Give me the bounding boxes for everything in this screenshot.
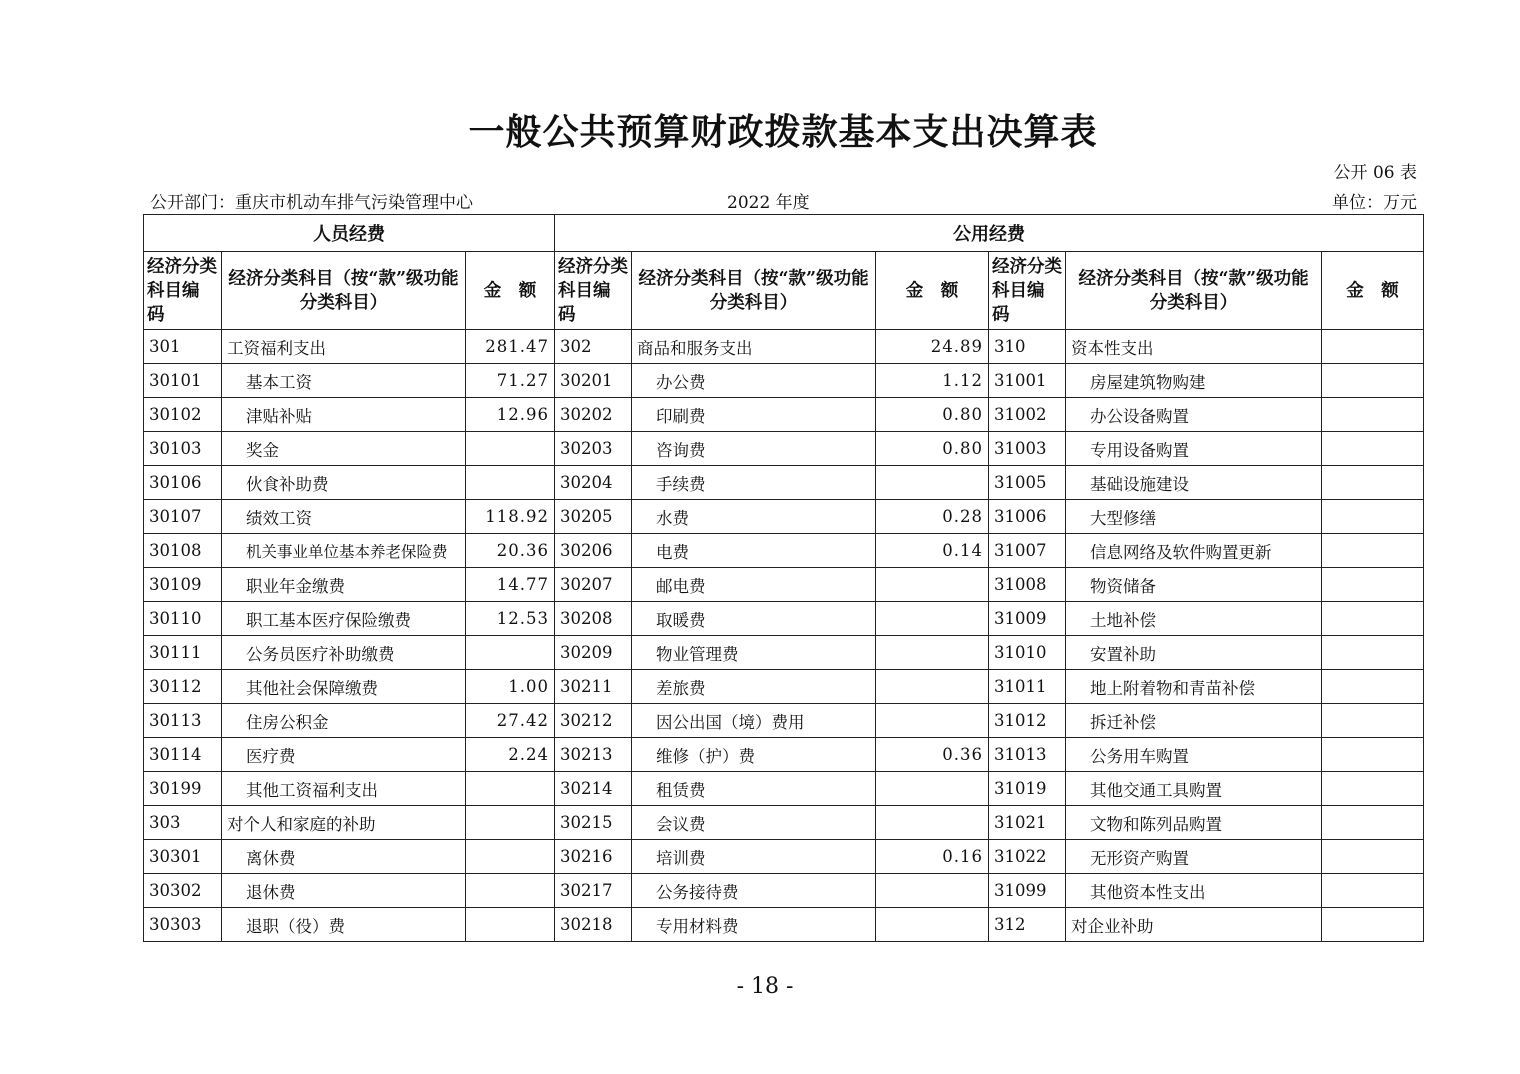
amount-cell: 1.00 [466,670,555,704]
table-row [144,398,1424,432]
code-cell: 312 [989,908,1066,942]
code-cell: 303 [144,806,222,840]
name-cell: 安置补助 [1066,636,1322,670]
code-cell: 30109 [144,568,222,602]
amount-cell [1322,874,1424,908]
amount-cell [1322,908,1424,942]
name-cell: 医疗费 [222,738,466,772]
section-header-row [144,215,1424,252]
name-cell: 邮电费 [632,568,876,602]
code-cell: 31008 [989,568,1066,602]
name-cell: 伙食补助费 [222,466,466,500]
code-cell: 30201 [555,364,632,398]
code-cell: 30106 [144,466,222,500]
table-row [144,806,1424,840]
amount-cell [1322,840,1424,874]
fiscal-year: 2022 年度 [727,193,810,213]
amount-cell [1322,670,1424,704]
amount-cell [1322,364,1424,398]
amount-cell [1322,636,1424,670]
amount-cell: 12.96 [466,398,555,432]
amount-cell [876,874,989,908]
table-row [144,466,1424,500]
department-label: 公开部门：重庆市机动车排气污染管理中心 [150,193,473,213]
name-cell: 商品和服务支出 [632,330,876,364]
code-cell: 31011 [989,670,1066,704]
amount-cell [466,874,555,908]
name-cell: 资本性支出 [1066,330,1322,364]
amount-cell [1322,602,1424,636]
code-cell: 30113 [144,704,222,738]
name-cell: 办公设备购置 [1066,398,1322,432]
name-cell: 电费 [632,534,876,568]
header-name-1: 经济分类科目（按“款”级功能分类科目） [222,252,466,330]
code-cell: 30209 [555,636,632,670]
name-cell: 专用材料费 [632,908,876,942]
code-cell: 30101 [144,364,222,398]
name-cell: 房屋建筑物购建 [1066,364,1322,398]
name-cell: 其他工资福利支出 [222,772,466,806]
amount-cell: 27.42 [466,704,555,738]
code-cell: 31003 [989,432,1066,466]
code-cell: 30211 [555,670,632,704]
code-cell: 30102 [144,398,222,432]
table-row [144,636,1424,670]
unit-label: 单位：万元 [1332,193,1417,213]
amount-cell: 0.36 [876,738,989,772]
name-cell: 办公费 [632,364,876,398]
code-cell: 30112 [144,670,222,704]
table-row [144,772,1424,806]
amount-cell: 0.28 [876,500,989,534]
amount-cell [1322,432,1424,466]
name-cell: 基础设施建设 [1066,466,1322,500]
amount-cell [1322,738,1424,772]
table-row [144,704,1424,738]
section-personnel: 人员经费 [144,215,555,252]
code-cell: 30110 [144,602,222,636]
name-cell: 对个人和家庭的补助 [222,806,466,840]
code-cell: 30214 [555,772,632,806]
code-cell: 30111 [144,636,222,670]
code-cell: 30301 [144,840,222,874]
table-row [144,738,1424,772]
code-cell: 30218 [555,908,632,942]
code-cell: 30202 [555,398,632,432]
name-cell: 拆迁补偿 [1066,704,1322,738]
table-row [144,364,1424,398]
name-cell: 咨询费 [632,432,876,466]
amount-cell: 0.80 [876,398,989,432]
amount-cell [466,772,555,806]
code-cell: 31001 [989,364,1066,398]
code-cell: 30303 [144,908,222,942]
table-row [144,670,1424,704]
code-cell: 30216 [555,840,632,874]
name-cell: 机关事业单位基本养老保险费 [222,534,466,568]
amount-cell: 118.92 [466,500,555,534]
name-cell: 工资福利支出 [222,330,466,364]
name-cell: 津贴补贴 [222,398,466,432]
name-cell: 无形资产购置 [1066,840,1322,874]
code-cell: 30302 [144,874,222,908]
amount-cell [876,568,989,602]
amount-cell [876,636,989,670]
amount-cell [1322,568,1424,602]
name-cell: 对企业补助 [1066,908,1322,942]
amount-cell [876,670,989,704]
code-cell: 30206 [555,534,632,568]
header-amount-3: 金 额 [1322,252,1424,330]
amount-cell [1322,466,1424,500]
amount-cell [466,908,555,942]
name-cell: 维修（护）费 [632,738,876,772]
amount-cell [1322,398,1424,432]
header-amount-2: 金 额 [876,252,989,330]
code-cell: 31005 [989,466,1066,500]
code-cell: 31012 [989,704,1066,738]
code-cell: 31002 [989,398,1066,432]
amount-cell [876,806,989,840]
amount-cell [1322,534,1424,568]
header-name-3: 经济分类科目（按“款”级功能分类科目） [1066,252,1322,330]
table-row [144,568,1424,602]
amount-cell [1322,806,1424,840]
amount-cell [876,908,989,942]
header-code-3: 经济分类科目编 码 [989,252,1066,330]
code-cell: 30114 [144,738,222,772]
name-cell: 其他交通工具购置 [1066,772,1322,806]
amount-cell: 0.16 [876,840,989,874]
code-cell: 30205 [555,500,632,534]
amount-cell [1322,772,1424,806]
code-cell: 310 [989,330,1066,364]
name-cell: 取暖费 [632,602,876,636]
amount-cell [466,466,555,500]
amount-cell [466,806,555,840]
name-cell: 差旅费 [632,670,876,704]
name-cell: 水费 [632,500,876,534]
name-cell: 退职（役）费 [222,908,466,942]
name-cell: 土地补偿 [1066,602,1322,636]
name-cell: 大型修缮 [1066,500,1322,534]
name-cell: 职工基本医疗保险缴费 [222,602,466,636]
code-cell: 31009 [989,602,1066,636]
name-cell: 离休费 [222,840,466,874]
code-cell: 30208 [555,602,632,636]
amount-cell [1322,704,1424,738]
code-cell: 30108 [144,534,222,568]
table-row [144,874,1424,908]
name-cell: 公务员医疗补助缴费 [222,636,466,670]
code-cell: 301 [144,330,222,364]
name-cell: 手续费 [632,466,876,500]
amount-cell: 0.80 [876,432,989,466]
code-cell: 302 [555,330,632,364]
amount-cell: 71.27 [466,364,555,398]
code-cell: 31021 [989,806,1066,840]
amount-cell: 24.89 [876,330,989,364]
amount-cell [876,466,989,500]
amount-cell [1322,500,1424,534]
name-cell: 会议费 [632,806,876,840]
code-cell: 30103 [144,432,222,466]
name-cell: 绩效工资 [222,500,466,534]
name-cell: 其他社会保障缴费 [222,670,466,704]
header-name-2: 经济分类科目（按“款”级功能分类科目） [632,252,876,330]
amount-cell [466,432,555,466]
name-cell: 基本工资 [222,364,466,398]
name-cell: 住房公积金 [222,704,466,738]
amount-cell: 14.77 [466,568,555,602]
code-cell: 31007 [989,534,1066,568]
table-row [144,908,1424,942]
document-title: 一般公共预算财政拨款基本支出决算表 [468,111,1098,153]
name-cell: 公务接待费 [632,874,876,908]
table-row [144,602,1424,636]
column-header-row [144,252,1424,330]
name-cell: 印刷费 [632,398,876,432]
name-cell: 物资储备 [1066,568,1322,602]
form-number: 公开 06 表 [1333,163,1417,183]
amount-cell [466,840,555,874]
code-cell: 31006 [989,500,1066,534]
name-cell: 信息网络及软件购置更新 [1066,534,1322,568]
amount-cell [876,704,989,738]
name-cell: 租赁费 [632,772,876,806]
expenditure-table [143,214,1424,942]
name-cell: 奖金 [222,432,466,466]
code-cell: 30204 [555,466,632,500]
code-cell: 30107 [144,500,222,534]
code-cell: 31010 [989,636,1066,670]
code-cell: 30199 [144,772,222,806]
amount-cell: 1.12 [876,364,989,398]
amount-cell [876,772,989,806]
name-cell: 培训费 [632,840,876,874]
section-public: 公用经费 [555,215,1424,252]
amount-cell: 20.36 [466,534,555,568]
amount-cell: 0.14 [876,534,989,568]
amount-cell [1322,330,1424,364]
code-cell: 30213 [555,738,632,772]
name-cell: 地上附着物和青苗补偿 [1066,670,1322,704]
table-row [144,432,1424,466]
code-cell: 31099 [989,874,1066,908]
table-row [144,500,1424,534]
amount-cell [466,636,555,670]
name-cell: 公务用车购置 [1066,738,1322,772]
table-row [144,330,1424,364]
amount-cell: 2.24 [466,738,555,772]
name-cell: 退休费 [222,874,466,908]
amount-cell: 281.47 [466,330,555,364]
code-cell: 30207 [555,568,632,602]
amount-cell: 12.53 [466,602,555,636]
page-number: - 18 - [736,974,794,999]
name-cell: 物业管理费 [632,636,876,670]
code-cell: 31022 [989,840,1066,874]
code-cell: 30203 [555,432,632,466]
amount-cell [876,602,989,636]
name-cell: 职业年金缴费 [222,568,466,602]
code-cell: 30212 [555,704,632,738]
name-cell: 其他资本性支出 [1066,874,1322,908]
header-amount-1: 金 额 [466,252,555,330]
name-cell: 文物和陈列品购置 [1066,806,1322,840]
name-cell: 专用设备购置 [1066,432,1322,466]
name-cell: 因公出国（境）费用 [632,704,876,738]
table-row [144,534,1424,568]
header-code-1: 经济分类科目编 码 [144,252,222,330]
table-row [144,840,1424,874]
code-cell: 31019 [989,772,1066,806]
code-cell: 30215 [555,806,632,840]
header-code-2: 经济分类科目编 码 [555,252,632,330]
code-cell: 31013 [989,738,1066,772]
code-cell: 30217 [555,874,632,908]
